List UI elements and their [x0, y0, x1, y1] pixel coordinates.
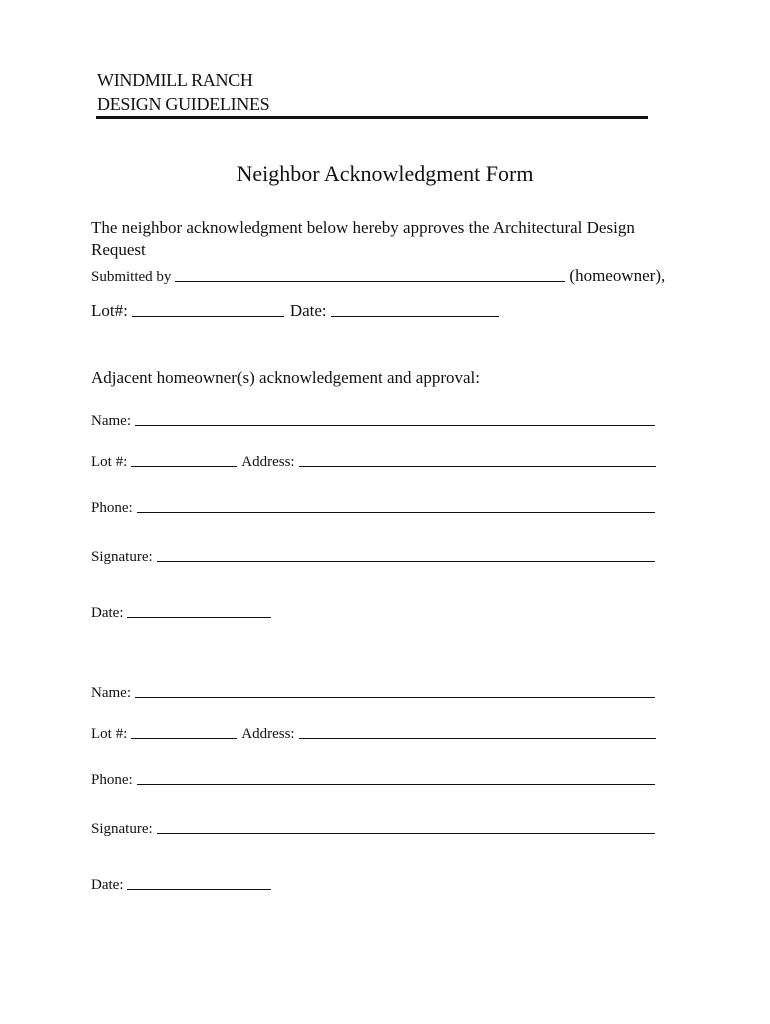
neighbor-1-lot-label: Lot #: — [91, 454, 128, 470]
neighbor-2-signature-label: Signature: — [91, 821, 153, 837]
neighbor-2-date-row — [91, 877, 271, 894]
neighbor-1-phone-label: Phone: — [91, 500, 133, 516]
neighbor-2-signature-field[interactable] — [157, 832, 655, 834]
neighbor-1-name-row — [91, 413, 655, 430]
neighbor-2-signature-row — [91, 821, 655, 838]
neighbor-2-address-label: Address: — [241, 726, 295, 742]
neighbor-1-signature-field[interactable] — [157, 560, 655, 562]
header-line-2: DESIGN GUIDELINES — [97, 94, 270, 114]
neighbor-1-address-field[interactable] — [299, 465, 656, 467]
section-heading: Adjacent homeowner(s) acknowledgement and approval: — [91, 368, 480, 387]
header-rule — [96, 116, 648, 119]
neighbor-1-signature-label: Signature: — [91, 549, 153, 565]
neighbor-2-phone-row — [91, 772, 655, 789]
neighbor-2-lot-field[interactable] — [131, 737, 237, 739]
neighbor-2-name-field[interactable] — [135, 696, 655, 698]
intro-lot-field[interactable] — [132, 315, 284, 317]
neighbor-2-lot-address-row — [91, 726, 656, 743]
neighbor-2-phone-field[interactable] — [137, 783, 655, 785]
neighbor-1-date-field[interactable] — [127, 616, 271, 618]
neighbor-1-lot-field[interactable] — [131, 465, 237, 467]
neighbor-2-date-label: Date: — [91, 877, 124, 893]
intro-line-1: The neighbor acknowledgment below hereby approves the Architectural Design — [91, 218, 635, 237]
intro-lot-label: Lot#: — [91, 301, 128, 320]
neighbor-2-phone-label: Phone: — [91, 772, 133, 788]
neighbor-2-lot-label: Lot #: — [91, 726, 128, 742]
form-title: Neighbor Acknowledgment Form — [236, 161, 534, 186]
header-line-1: WINDMILL RANCH — [97, 70, 253, 90]
neighbor-1-name-label: Name: — [91, 413, 131, 429]
submitted-by-field[interactable] — [175, 280, 565, 282]
neighbor-2-name-label: Name: — [91, 685, 131, 701]
intro-line-2: Request — [91, 240, 146, 259]
submitted-by-row — [91, 266, 665, 286]
intro-date-label: Date: — [289, 301, 327, 320]
neighbor-1-phone-row — [91, 500, 655, 517]
neighbor-1-date-label: Date: — [91, 605, 124, 621]
homeowner-suffix: (homeowner), — [569, 266, 666, 285]
neighbor-1-date-row — [91, 605, 271, 622]
neighbor-1-signature-row — [91, 549, 655, 566]
lot-date-row — [91, 301, 499, 321]
neighbor-1-lot-address-row — [91, 454, 656, 471]
neighbor-2-address-field[interactable] — [299, 737, 656, 739]
neighbor-1-name-field[interactable] — [135, 424, 655, 426]
neighbor-2-name-row — [91, 685, 655, 702]
intro-date-field[interactable] — [331, 315, 499, 317]
neighbor-1-address-label: Address: — [241, 454, 295, 470]
neighbor-2-date-field[interactable] — [127, 888, 271, 890]
neighbor-1-phone-field[interactable] — [137, 511, 655, 513]
submitted-by-label: Submitted by — [91, 269, 172, 285]
